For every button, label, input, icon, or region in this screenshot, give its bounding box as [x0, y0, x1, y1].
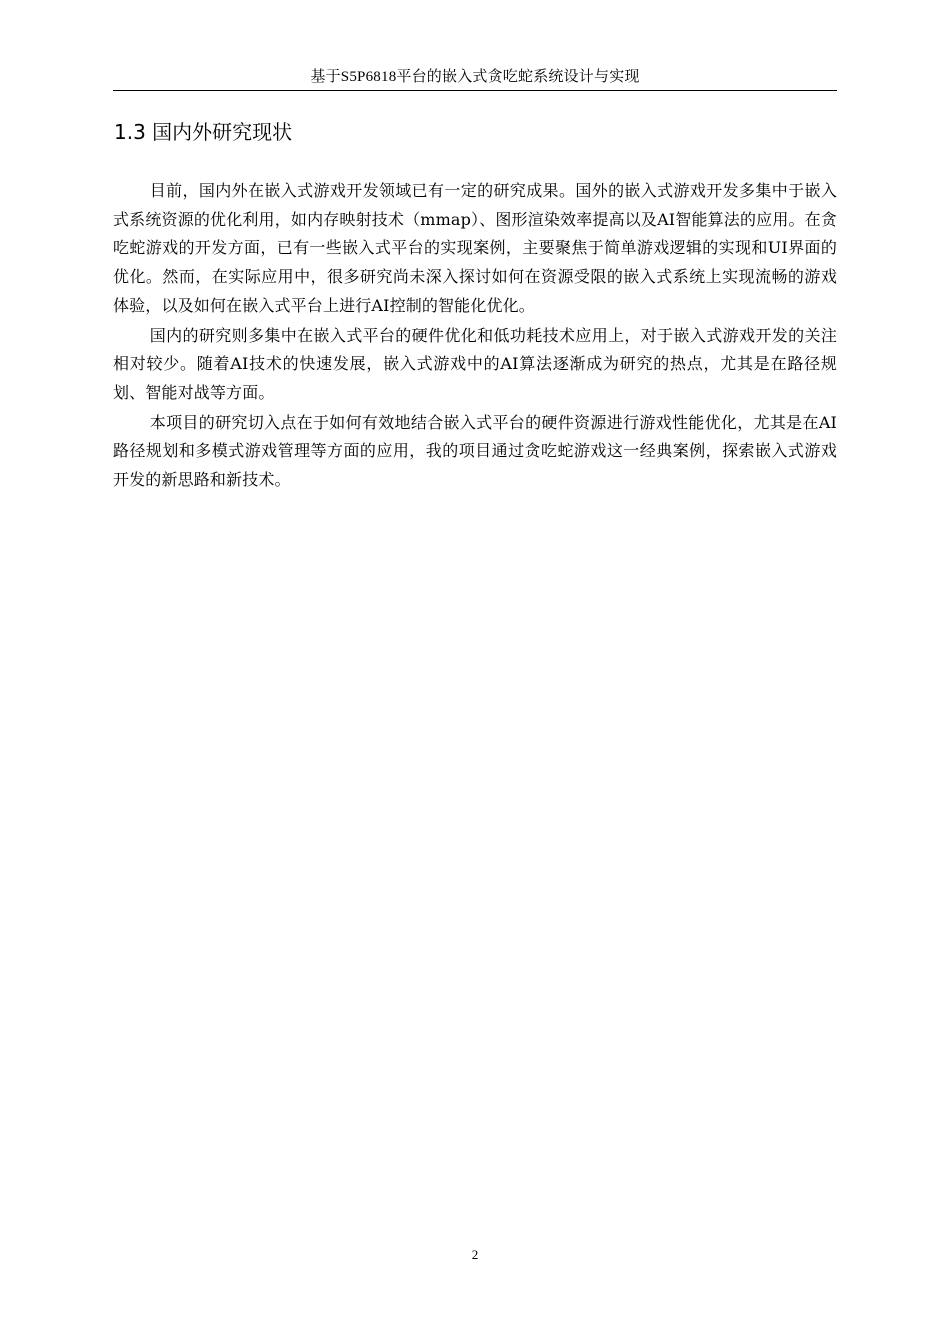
paragraph-3: 本项目的研究切入点在于如何有效地结合嵌入式平台的硬件资源进行游戏性能优化，尤其是在AI路径规划和多模式游戏管理等方面的应用，我的项目通过贪吃蛇游戏这一经典案例，探索嵌入式游戏开发的新思路和新技术。	[113, 412, 837, 490]
section-body	[113, 177, 837, 496]
section-title: 1.3 国内外研究现状	[114, 120, 293, 144]
paragraph-2: 国内的研究则多集中在嵌入式平台的硬件优化和低功耗技术应用上，对于嵌入式游戏开发的关注相对较少。随着AI技术的快速发展，嵌入式游戏中的AI算法逐渐成为研究的热点，尤其是在路径规划、智能对战等方面。	[113, 325, 837, 402]
paragraph-1: 目前，国内外在嵌入式游戏开发领域已有一定的研究成果。国外的嵌入式游戏开发多集中于嵌入式系统资源的优化利用，如内存映射技术（mmap）、图形渲染效率提高以及AI智能算法的应用。在贪吃蛇游戏的开发方面，已有一些嵌入式平台的实现案例，主要聚焦于简单游戏逻辑的实现和UI界面的优化。然而，在实际应用中，很多研究尚未深入探讨如何在资源受限的嵌入式系统上实现流畅的游戏体验，以及如何在嵌入式平台上进行AI控制的智能化优化。	[113, 181, 837, 315]
page-number: 2	[471, 1247, 479, 1262]
running-title: 基于S5P6818平台的嵌入式贪吃蛇系统设计与实现	[310, 69, 640, 85]
page-header	[113, 66, 837, 91]
